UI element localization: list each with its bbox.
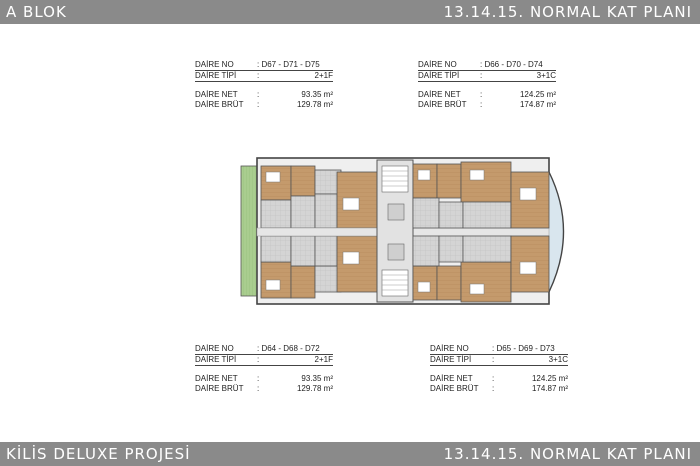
daire-net-label: DAİRE NET (195, 90, 238, 99)
daire-brut-value: 129.78 m² (296, 384, 333, 393)
daire-tipi-label: DAİRE TİPİ (418, 71, 460, 80)
daire-tipi-value: 2+1F (314, 71, 333, 80)
daire-net-label: DAİRE NET (195, 374, 238, 383)
daire-no-value: : D65 - D69 - D73 (492, 344, 555, 353)
daire-no-label: DAİRE NO (195, 60, 234, 69)
daire-no-label: DAİRE NO (430, 344, 469, 353)
daire-net-value: 124.25 m² (531, 374, 568, 383)
daire-tipi-value: 2+1F (314, 355, 333, 364)
plan-title: 13.14.15. NORMAL KAT PLANI (443, 3, 692, 21)
daire-brut-label: DAİRE BRÜT (195, 100, 244, 109)
daire-tipi-label: DAİRE TİPİ (195, 71, 237, 80)
daire-tipi-value: 3+1C (548, 355, 568, 364)
block-title: A BLOK (6, 3, 67, 21)
daire-brut-value: 174.87 m² (519, 100, 556, 109)
daire-net-label: DAİRE NET (418, 90, 461, 99)
daire-tipi-label: DAİRE TİPİ (195, 355, 237, 364)
curved-glass-facade (549, 172, 564, 292)
daire-net-value: 93.35 m² (301, 374, 333, 383)
circulation-core (377, 160, 413, 302)
daire-brut-label: DAİRE BRÜT (430, 384, 479, 393)
daire-no-value: : D66 - D70 - D74 (480, 60, 543, 69)
daire-brut-label: DAİRE BRÜT (418, 100, 467, 109)
unit-info-bottom-left: DAİRE NO : D64 - D68 - D72 DAİRE TİPİ : 2+1F DAİRE NET : 93.35 m² DAİRE BRÜT : 129.78 m² (195, 344, 333, 393)
daire-tipi-label: DAİRE TİPİ (430, 355, 472, 364)
daire-tipi-value: 3+1C (536, 71, 556, 80)
daire-brut-value: 174.87 m² (531, 384, 568, 393)
project-title: KİLİS DELUXE PROJESİ (6, 445, 191, 463)
footer-bar (0, 442, 700, 466)
apartment-bottom-left (261, 236, 377, 298)
garden-strip (241, 166, 257, 296)
daire-net-value: 124.25 m² (519, 90, 556, 99)
daire-no-value: : D67 - D71 - D75 (257, 60, 320, 69)
daire-no-label: DAİRE NO (195, 344, 234, 353)
apartment-bottom-right (413, 236, 549, 302)
daire-brut-label: DAİRE BRÜT (195, 384, 244, 393)
plan-title-footer: 13.14.15. NORMAL KAT PLANI (443, 445, 692, 463)
daire-no-label: DAİRE NO (418, 60, 457, 69)
unit-info-top-right: DAİRE NO : D66 - D70 - D74 DAİRE TİPİ : 3+1C DAİRE NET : 124.25 m² DAİRE BRÜT : 174.87 m² (418, 60, 556, 109)
daire-brut-value: 129.78 m² (296, 100, 333, 109)
daire-net-label: DAİRE NET (430, 374, 473, 383)
unit-info-bottom-right: DAİRE NO : D65 - D69 - D73 DAİRE TİPİ : 3+1C DAİRE NET : 124.25 m² DAİRE BRÜT : 174.87 m² (430, 344, 568, 393)
apartment-top-right (413, 162, 549, 228)
unit-info-top-left: DAİRE NO : D67 - D71 - D75 DAİRE TİPİ : 2+1F DAİRE NET : 93.35 m² DAİRE BRÜT : 129.78 m² (195, 60, 333, 109)
apartment-top-left (261, 166, 377, 228)
daire-no-value: : D64 - D68 - D72 (257, 344, 320, 353)
daire-net-value: 93.35 m² (301, 90, 333, 99)
